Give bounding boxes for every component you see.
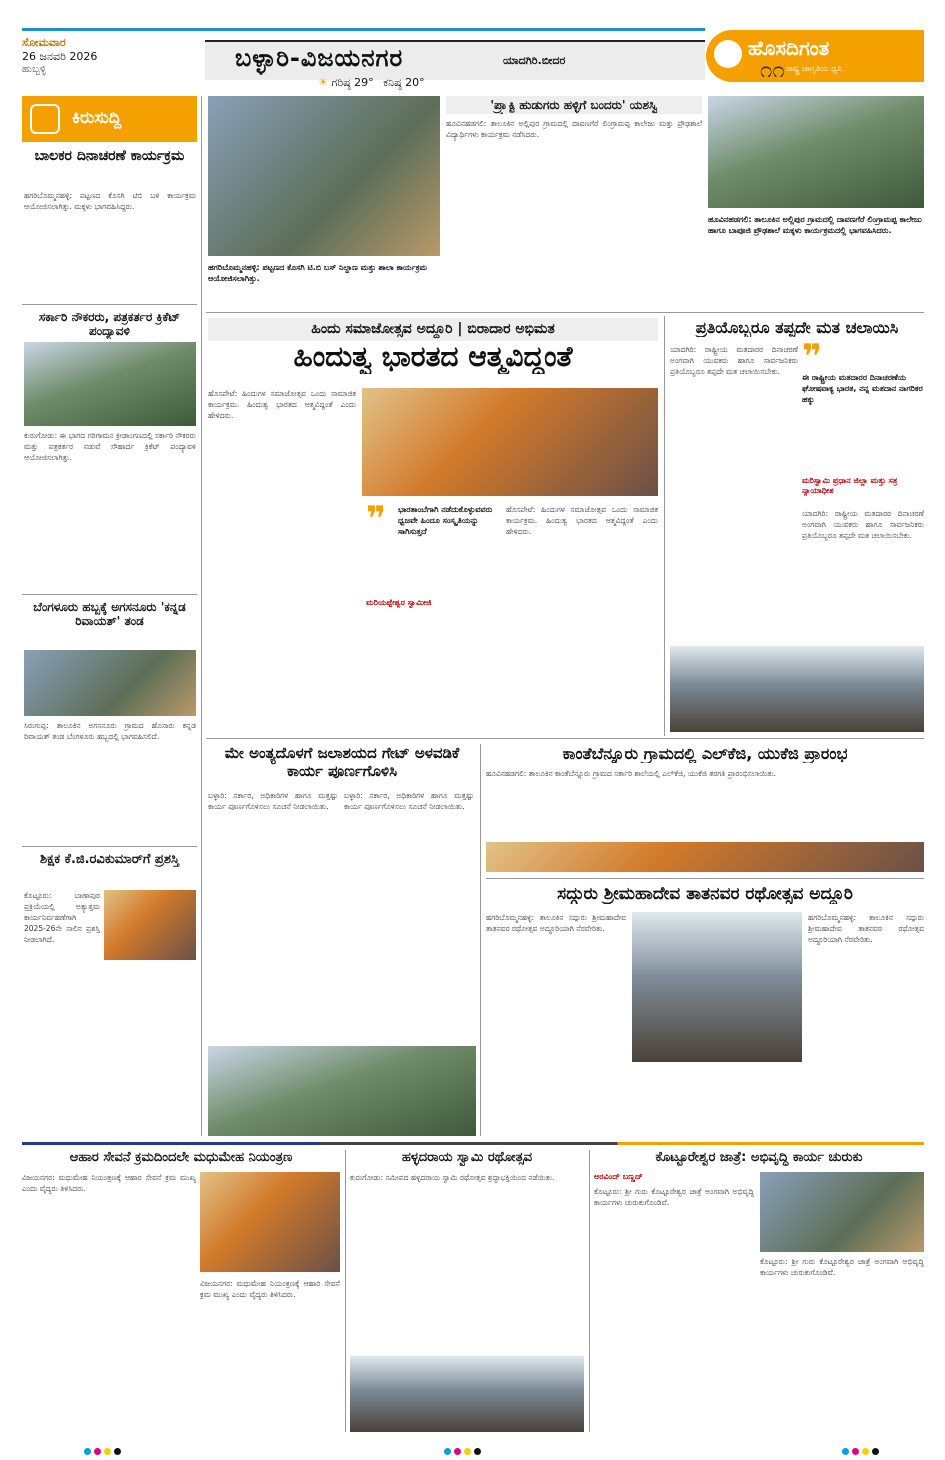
lead-quote: ಭಾರತಾಂಬೆಗಾಗಿ ನಡೆದುಕೊಳ್ಳುವವರು ಧ್ವಜವೇ ಹಿಂದೂ ಸಂಸ್ಕೃತಿಯನ್ನು ಸಾಗಿಸುತ್ತದೆ [398, 505, 493, 536]
kiru-item-1-title: ಬಾಲಕರ ದಿನಾಚರಣೆ ಕಾರ್ಯಕ್ರಮ [34, 148, 185, 164]
date-label: 26 ಜನವರಿ 2026 [22, 50, 98, 63]
teacher-photo [104, 890, 196, 960]
lead-kicker: ಹಿಂದು ಸಮಾಜೋತ್ಸವ ಅದ್ದೂರಿ | ಬಿರಾದಾರ ಅಭಿಮತ [208, 318, 658, 341]
kotturu-street-photo [760, 1172, 924, 1252]
kiru-item-1-body: ಹಗರಿಬೊಮ್ಮನಹಳ್ಳಿ: ಪಟ್ಟಣದ ಕೊಸಗಿ ಟಿಬಿ ಬಳಿ ಕಾರ್ಯಕ್ರಮ ಆಯೋಜಿಸಲಾಗಿತ್ತು. ಮಕ್ಕಳು ಭಾಗವಹಿಸಿದ್ದರು. [24, 191, 196, 211]
vote-headline: ಪ್ರತಿಯೊಬ್ಬರೂ ತಪ್ಪದೇ ಮತ ಚಲಾಯಿಸಿ [695, 318, 899, 337]
cricket-photo [24, 342, 196, 426]
quote-icon: ❞ [366, 502, 386, 536]
vote-body-col2: ಯಾದಗಿರಿ: ರಾಷ್ಟ್ರೀಯ ಮತದಾರರ ದಿನಾಚರಣೆ ಅಂಗವಾಗಿ ಯುವಕರು ಹಾಗೂ ಸಾರ್ವಜನಿಕರು ಪ್ರತಿಯೊಬ್ಬರೂ ತಪ್ಪದೇ ಮತ ಚಲಾಯಿಸಬೇಕು. [802, 509, 924, 540]
brand-tagline: ರಾಷ್ಟ್ರ ಜಾಗೃತಿಯ ಧ್ವನಿ [786, 64, 843, 73]
halladaraya-body: ಕುರುಗೋಡು: ಸಮೀಪದ ಹಳ್ಳದರಾಯ ಸ್ವಾಮಿ ರಥೋತ್ಸವ ಶ್ರದ್ಧಾಭಕ್ತಿಯಿಂದ ನಡೆಯಿತು. [350, 1173, 555, 1182]
classroom-photo [486, 842, 924, 872]
practice-headline: 'ಪ್ರ್ಯಾಕ್ಟಿ ಹುಡುಗರು ಹಳ್ಳಿಗೆ ಬಂದರು' ಯಶಸ್ವಿ [446, 96, 702, 114]
kiru-item-4-title: ಶಿಕ್ಷಕ ಕೆ.ಜಿ.ರವಿಕುಮಾರ್‌ಗೆ ಪ್ರಶಸ್ತಿ [40, 852, 179, 867]
dam-gate-headline: ಮೇ ಅಂತ್ಯದೊಳಗೆ ಜಲಾಶಯದ ಗೇಟ್ ಅಳವಡಿಕೆ ಕಾರ್ಯ ಪೂರ್ಣಗೊಳಿಸಿ [224, 744, 460, 780]
team-photo [24, 650, 196, 716]
column-rule [201, 96, 202, 1136]
vote-quote: ಈ ರಾಷ್ಟ್ರೀಯ ಮತದಾರರ ದಿನಾಚರಣೆಯ ಘೋಷವಾಕ್ಯ ಭಾರತ, ನನ್ನ ಮತದಾನ ನಾಗರಿಕರ ಹಕ್ಕು [802, 373, 923, 404]
brand-logo [706, 30, 924, 82]
kiru-item-4-body: ಕೊಟ್ಟೂರು: ಬಾಣಾಪುರ ಪ್ರಕ್ರಿಯೆಯಲ್ಲಿ ಅತ್ಯುತ್ತಮ ಕಾರ್ಯನಿರ್ವಹಣೆಗಾಗಿ 2025-26ನೇ ಸಾಲಿನ ಪ್ರಶಸ್ತಿ ನೀಡಲಾಗಿದೆ. [24, 891, 100, 944]
divider [206, 738, 924, 739]
chariot-photo [632, 912, 802, 1062]
divider [486, 878, 924, 879]
field-work-photo [708, 96, 924, 208]
edition-title: ಬಳ್ಳಾರಿ-ವಿಜಯನಗರ [235, 44, 404, 72]
lead-body-col3: ಹೊಸಪೇಟೆ: ಹಿಂದುಗಳ ಸಮಾಜೋತ್ಸವ ಒಂದು ಸಾಮಾಜಿಕ ಕಾರ್ಯಕ್ರಮ. ಹಿಂದುತ್ವ ಭಾರತದ ಆತ್ಮವಿದ್ದಂತೆ ಎಂದು ಹೇಳಿದರು. [506, 505, 658, 536]
top-rule [22, 28, 705, 31]
kiru-item-2-title: ಸರ್ಕಾರಿ ನೌಕರರು, ಪತ್ರಕರ್ತರ ಕ್ರಿಕೆಟ್ ಪಂದ್ಯಾವಳಿ [38, 310, 181, 339]
edition-band [205, 40, 705, 80]
bottom-band-rule [22, 1142, 924, 1145]
date-box [22, 36, 202, 84]
halladaraya-headline: ಹಳ್ಳದರಾಯ ಸ್ವಾಮಿ ರಥೋತ್ಸವ [401, 1150, 533, 1165]
kotturu-body: ಕೊಟ್ಟೂರು: ಶ್ರೀ ಗುರು ಕೊಟ್ಟೂರೇಶ್ವರ ಜಾತ್ರೆ ಅಂಗವಾಗಿ ಅಭಿವೃದ್ಧಿ ಕಾರ್ಯಗಳು ಚುರುಕುಗೊಂಡಿವೆ. [594, 1187, 754, 1207]
brand-name: ಹೊಸದಿಗಂತ [748, 36, 830, 60]
sun-icon: ☀ [318, 76, 328, 89]
kiru-item-3-title: ಬೆಂಗಳೂರು ಹಬ್ಬಕ್ಕೆ ಅಗಸನೂರು 'ಕನ್ನಡ ರಿವಾಯತ್' ತಂಡ [33, 600, 186, 629]
weather-min: ಕನಿಷ್ಠ 20° [383, 76, 425, 89]
kiru-item-2-body: ಕುರುಗೋಡು: ಈ ಭಾಗದ ಗರಿಗಾಮನ ಕ್ರೀಡಾಂಗಣದಲ್ಲಿ ಸರ್ಕಾರಿ ನೌಕರರು ಮತ್ತು ಪತ್ರಕರ್ತರ ನಡುವೆ ಸೌಹಾರ್ದ ಕ್ರಿಕೆಟ್ ಪಂದ್ಯಾವಳಿ ಆಯೋಜಿಸಲಾಗಿತ್ತು. [24, 431, 196, 462]
lead-headline: ಹಿಂದುತ್ವ ಭಾರತದ ಆತ್ಮವಿದ್ದಂತೆ [293, 340, 573, 373]
divider [22, 304, 197, 305]
dam-gate-body-col2: ಬಳ್ಳಾರಿ: ಸರ್ಕಾರ, ಅಧಿಕಾರಿಗಳ ಹಾಗೂ ಮತ್ತಷ್ಟು ಕಾರ್ಯ ಪೂರ್ಣಗೊಳಿಸಲು ಸೂಚನೆ ನೀಡಲಾಯಿತು. [344, 791, 474, 811]
rathotsava-headline: ಸದ್ಗುರು ಶ್ರೀಮಹಾದೇವ ತಾತನವರ ರಥೋತ್ಸವ ಅದ್ದೂರಿ [557, 884, 853, 904]
pointing-hand-icon [30, 104, 60, 134]
dam-gate-body-col1: ಬಳ್ಳಾರಿ: ಸರ್ಕಾರ, ಅಧಿಕಾರಿಗಳ ಹಾಗೂ ಮತ್ತಷ್ಟು ಕಾರ್ಯ ಪೂರ್ಣಗೊಳಿಸಲು ಸೂಚನೆ ನೀಡಲಾಯಿತು. [208, 791, 338, 811]
field-work-caption: ಹೂವಿನಹಡಗಲಿ: ತಾಲೂಕಿನ ಅಲ್ಲಿಪುರ ಗ್ರಾಮದಲ್ಲಿ ದಾವಣಗೆರೆ ಲಿಂಗ್ರಾಮಪ್ಪ ಕಾಲೇಜು ಹಾಗೂ ಬಾಪೂಜಿ ಪ್ರೌಢಶಾಲೆ ಮಕ್ಕಳು ಕಾರ್ಯಕ್ರಮದಲ್ಲಿ ಭಾಗವಹಿಸಿದರು. [708, 215, 922, 235]
registration-marks [84, 1440, 124, 1459]
weather-max: ಗರಿಷ್ಠ 29° [331, 76, 374, 89]
lead-body-col1: ಹೊಸಪೇಟೆ: ಹಿಂದುಗಳ ಸಮಾಜೋತ್ಸವ ಒಂದು ಸಾಮಾಜಿಕ ಕಾರ್ಯಕ್ರಮ. ಹಿಂದುತ್ವ ಭಾರತದ ಆತ್ಮವಿದ್ದಂತೆ ಎಂದು ಹೇಳಿದರು. [208, 389, 356, 420]
kotturu-byline: ಅರವಿಂದ್ ಬಣ್ಣದ್ [594, 1172, 643, 1181]
health-camp-photo [200, 1172, 340, 1272]
quote-icon: ❞ [802, 340, 822, 374]
vote-byline: ಮರಿಸ್ವಾಮಿ ಪ್ರಧಾನ ಜಿಲ್ಲಾ ಮತ್ತು ಸತ್ರ ನ್ಯಾಯಾಧೀಶ [802, 476, 898, 495]
column-rule [664, 316, 665, 736]
lkg-headline: ಕಾಂತೆಬೆನ್ನೂರು ಗ್ರಾಮದಲ್ಲಿ ಎಲ್‌ಕೆಜಿ, ಯುಕೆಜಿ ಪ್ರಾರಂಭ [562, 744, 848, 763]
kiru-item-3-body: ಸಿರುಗುಪ್ಪ: ತಾಲೂಕಿನ ಅಗಸನೂರು ಗ್ರಾಮದ ಹೊಸಾರು ಕನ್ನಡ ರಿವಾಯತ್ ತಂಡ ಬೆಂಗಳೂರು ಹಬ್ಬದಲ್ಲಿ ಭಾಗವಹಿಸಲಿದೆ. [24, 721, 196, 741]
registration-marks [444, 1440, 484, 1459]
diabetes-body: ವಿಜಯನಗರ: ಮಧುಮೇಹ ನಿಯಂತ್ರಣಕ್ಕೆ ಆಹಾರ ಸೇವನೆ ಕ್ರಮ ಮುಖ್ಯ ಎಂದು ವೈದ್ಯರು ತಿಳಿಸಿದರು. [22, 1173, 196, 1193]
diabetes-body-col2: ವಿಜಯನಗರ: ಮಧುಮೇಹ ನಿಯಂತ್ರಣಕ್ಕೆ ಆಹಾರ ಸೇವನೆ ಕ್ರಮ ಮುಖ್ಯ ಎಂದು ವೈದ್ಯರು ತಿಳಿಸಿದರು. [200, 1279, 340, 1299]
column-rule [589, 1150, 590, 1432]
divider [22, 594, 197, 595]
diabetes-headline: ಆಹಾರ ಸೇವನೆ ಕ್ರಮದಿಂದಲೇ ಮಧುಮೇಹ ನಿಯಂತ್ರಣ [69, 1150, 293, 1165]
lkg-body: ಹೂವಿನಹಡಗಲಿ: ತಾಲೂಕಿನ ಕಾಂತೆಬೆನ್ನೂರು ಗ್ರಾಮದ ಸರ್ಕಾರಿ ಶಾಲೆಯಲ್ಲಿ ಎಲ್‌ಕೆಜಿ, ಯುಕೆಜಿ ತರಗತಿ ಪ್ರಾರಂಭಿಸಲಾಯಿತು. [486, 769, 777, 778]
rathotsava-body-col3: ಹಗರಿಬೊಮ್ಮನಹಳ್ಳಿ: ತಾಲೂಕಿನ ಸದ್ಗುರು ಶ್ರೀಮಹಾದೇವ ತಾತನವರ ರಥೋತ್ಸವ ಅದ್ದೂರಿಯಾಗಿ ನೆರವೇರಿತು. [808, 913, 924, 944]
voters-day-photo [670, 646, 924, 732]
column-rule [345, 1150, 346, 1432]
practice-body: ಹೂವಿನಹಡಗಲಿ: ತಾಲೂಕಿನ ಅಲ್ಲಿಪುರ ಗ್ರಾಮದಲ್ಲಿ ದಾವಣಗೆರೆ ಲಿಂಗ್ರಾಮಪ್ಪ ಕಾಲೇಜು ಮತ್ತು ಪ್ರೌಢಶಾಲೆ ವಿದ್ಯಾರ್ಥಿಗಳು ಕಾರ್ಯಕ್ರಮ ನಡೆಸಿದರು. [446, 119, 702, 139]
rathotsava-body: ಹಗರಿಬೊಮ್ಮನಹಳ್ಳಿ: ತಾಲೂಕಿನ ಸದ್ಗುರು ಶ್ರೀಮಹಾದೇವ ತಾತನವರ ರಥೋತ್ಸವ ಅದ್ದೂರಿಯಾಗಿ ನೆರವೇರಿತು. [486, 913, 626, 933]
kotturu-headline: ಕೊಟ್ಟೂರೇಶ್ವರ ಜಾತ್ರೆ: ಅಭಿವೃದ್ಧಿ ಕಾರ್ಯ ಚುರುಕು [655, 1150, 863, 1165]
masthead [0, 0, 945, 92]
edition-subtitle: ಯಾದಗಿರಿ.ಬೀದರ [503, 54, 566, 67]
samajotsava-photo [362, 388, 658, 496]
registration-marks [842, 1440, 882, 1459]
kirusuddi-header [22, 96, 197, 142]
halladaraya-photo [350, 1356, 584, 1432]
divider [206, 312, 924, 313]
kotturu-body-col2: ಕೊಟ್ಟೂರು: ಶ್ರೀ ಗುರು ಕೊಟ್ಟೂರೇಶ್ವರ ಜಾತ್ರೆ ಅಂಗವಾಗಿ ಅಭಿವೃದ್ಧಿ ಕಾರ್ಯಗಳು ಚುರುಕುಗೊಂಡಿವೆ. [760, 1257, 924, 1277]
bus-event-caption: ಹಗರಿಬೊಮ್ಮನಹಳ್ಳಿ: ಪಟ್ಟಣದ ಕೊಸಗಿ ಟಿ.ಬಿ ಬಸ್ ನಿಲ್ದಾಣ ಮತ್ತು ಶಾಲಾ ಕಾರ್ಯಕ್ರಮ ಆಯೋಜಿಸಲಾಗಿತ್ತು. [208, 263, 428, 283]
lead-byline: ಮರಿಯಪ್ಪೇಶ್ವರ ಸ್ವಾಮೀಜಿ [366, 598, 432, 607]
dam-meeting-photo [208, 1046, 476, 1136]
section-title: ಕಿರುಸುದ್ದಿ [72, 108, 122, 128]
weather [318, 76, 425, 90]
divider [22, 846, 197, 847]
column-rule [480, 744, 481, 1136]
day-label: ಸೋಮವಾರ [22, 36, 66, 49]
vote-body: ಯಾದಗಿರಿ: ರಾಷ್ಟ್ರೀಯ ಮತದಾರರ ದಿನಾಚರಣೆ ಅಂಗವಾಗಿ ಯುವಕರು ಹಾಗೂ ಸಾರ್ವಜನಿಕರು ಪ್ರತಿಯೊಬ್ಬರೂ ತಪ್ಪದೇ ಮತ ಚಲಾಯಿಸಬೇಕು. [670, 345, 798, 376]
bus-event-photo [208, 96, 440, 256]
page-number: ೧೧ [760, 58, 785, 83]
brand-emblem-icon [714, 40, 742, 68]
city-label: ಹುಬ್ಬಳ್ಳಿ [22, 64, 47, 75]
